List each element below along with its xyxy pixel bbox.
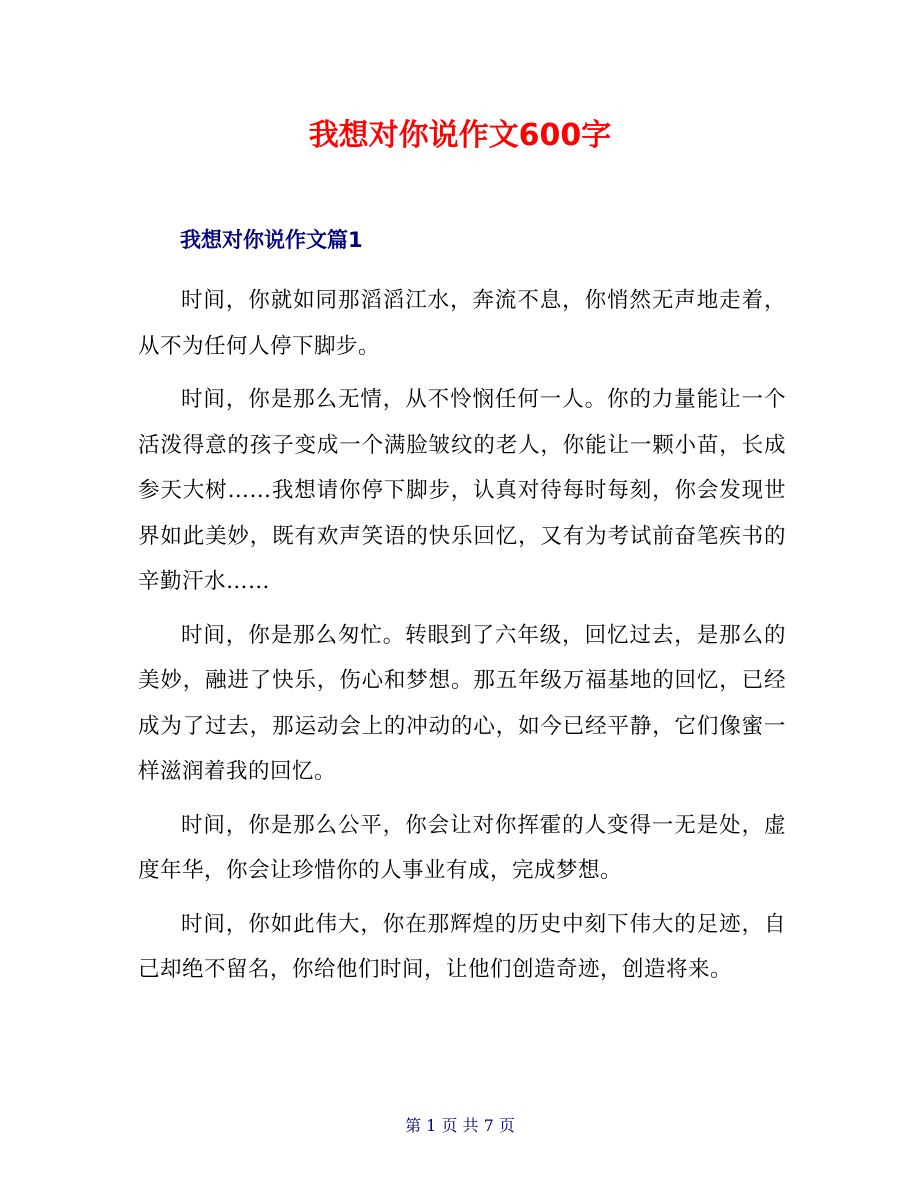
page-number-footer: 第 1 页 共 7 页: [405, 1116, 515, 1135]
paragraph-2: 时间，你是那么无情，从不怜悯任何一人。你的力量能让一个活泼得意的孩子变成一个满脸皱纹的老人，你能让一颗小苗，长成参天大树……我想请你停下脚步，认真对待每时每刻，你会发现世界如此美妙，既有欢声笑语的快乐回忆，又有为考试前奋笔疾书的辛勤汗水……: [138, 387, 786, 594]
section-heading: 我想对你说作文篇1: [180, 228, 363, 252]
paragraph-3: 时间，你是那么匆忙。转眼到了六年级，回忆过去，是那么的美妙，融进了快乐，伤心和梦想。那五年级万福基地的回忆，已经成为了过去，那运动会上的冲动的心，如今已经平静，它们像蜜一样滋润着我的回忆。: [138, 622, 786, 784]
document-title: 我想对你说作文600字: [308, 118, 612, 153]
paragraph-4: 时间，你是那么公平，你会让对你挥霍的人变得一无是处，虚度年华，你会让珍惜你的人事业有成，完成梦想。: [138, 812, 786, 883]
paragraph-1: 时间，你就如同那滔滔江水，奔流不息，你悄然无声地走着，从不为任何人停下脚步。: [138, 288, 786, 359]
body-text: [138, 278, 786, 1001]
paragraph-5: 时间，你如此伟大，你在那辉煌的历史中刻下伟大的足迹，自己却绝不留名，你给他们时间，让他们创造奇迹，创造将来。: [138, 911, 786, 982]
